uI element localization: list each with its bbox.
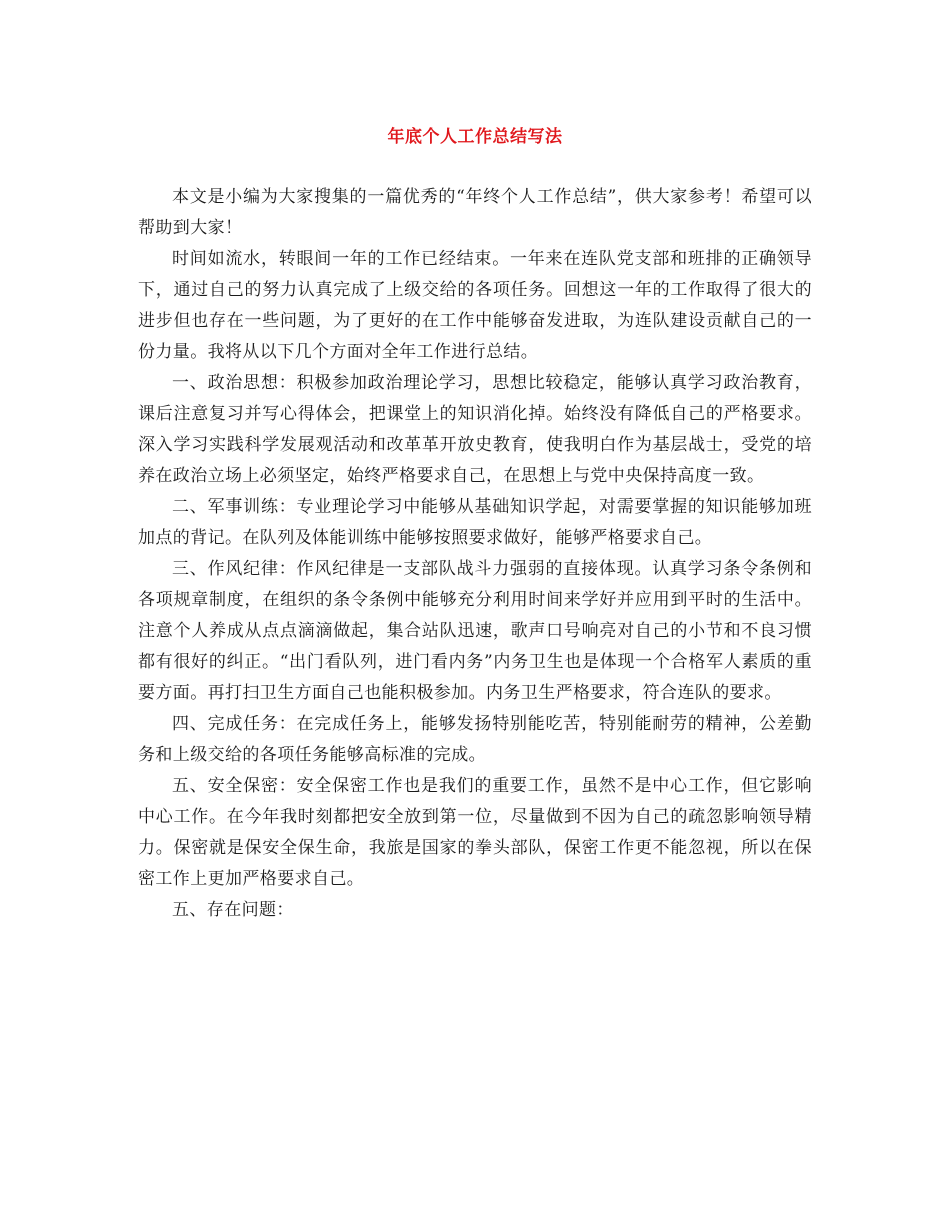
paragraph-political-thought: 一、政治思想：积极参加政治理论学习，思想比较稳定，能够认真学习政治教育，课后注意复习并写心得体会，把课堂上的知识消化掉。始终没有降低自己的严格要求。深入学习实践科学发展观活动和改革革开放史教育，使我明白作为基层战士，受党的培养在政治立场上必须坚定，始终严格要求自己，在思想上与党中央保持高度一致。 [138,373,812,486]
paragraph-problems-heading: 五、存在问题： [172,900,294,920]
document-body [138,182,812,926]
document-page [138,0,812,926]
paragraph-military-training: 二、军事训练：专业理论学习中能够从基础知识学起，对需要掌握的知识能够加班加点的背记。在队列及体能训练中能够按照要求做好，能够严格要求自己。 [138,497,812,548]
paragraph-tasks: 四、完成任务：在完成任务上，能够发扬特别能吃苦，特别能耐劳的精神，公差勤务和上级交给的各项任务能够高标准的完成。 [138,714,812,765]
paragraph-discipline: 三、作风纪律：作风纪律是一支部队战斗力强弱的直接体现。认真学习条令条例和各项规章制度，在组织的条令条例中能够充分利用时间来学好并应用到平时的生活中。注意个人养成从点点滴滴做起，集合站队迅速，歌声口号响亮对自己的小节和不良习惯都有很好的纠正。“出门看队列，进门看内务”内务卫生也是体现一个合格军人素质的重要方面。再打扫卫生方面自己也能积极参加。内务卫生严格要求，符合连队的要求。 [138,559,812,703]
document-title: 年底个人工作总结写法 [387,127,563,147]
paragraph-security: 五、安全保密：安全保密工作也是我们的重要工作，虽然不是中心工作，但它影响中心工作。在今年我时刻都把安全放到第一位，尽量做到不因为自己的疏忽影响领导精力。保密就是保安全保生命，我旅是国家的拳头部队，保密工作更不能忽视，所以在保密工作上更加严格要求自己。 [138,776,812,889]
paragraph-intro: 本文是小编为大家搜集的一篇优秀的“年终个人工作总结”，供大家参考！希望可以帮助到大家！ [138,187,812,238]
paragraph-overview: 时间如流水，转眼间一年的工作已经结束。一年来在连队党支部和班排的正确领导下，通过自己的努力认真完成了上级交给的各项任务。回想这一年的工作取得了很大的进步但也存在一些问题，为了更好的在工作中能够奋发进取，为连队建设贡献自己的一份力量。我将从以下几个方面对全年工作进行总结。 [138,249,812,362]
